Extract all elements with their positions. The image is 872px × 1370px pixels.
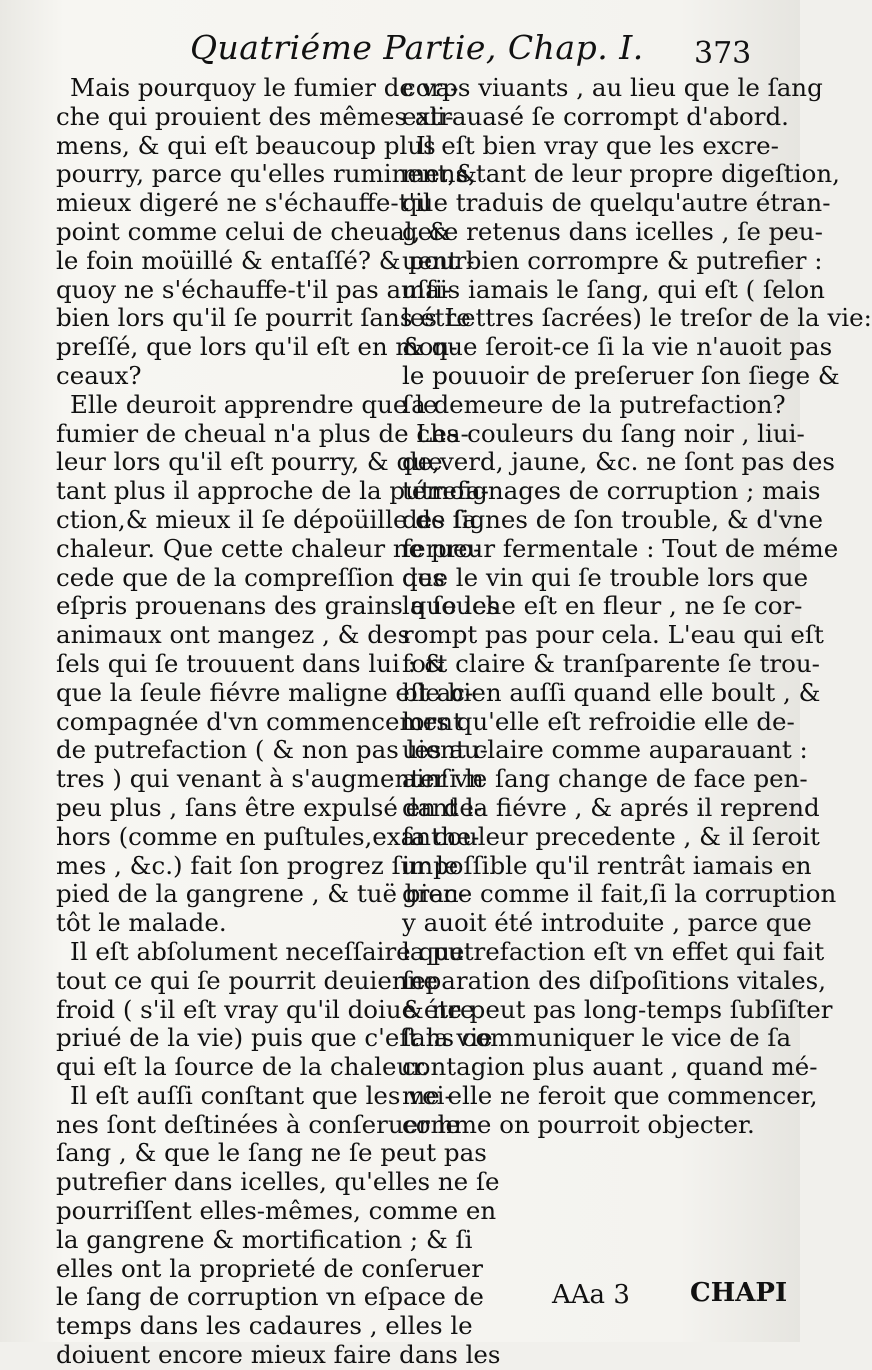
text-line: nes ſont deſtinées à conſeruer le [56,1109,460,1139]
text-line: mens, & qui eſt beaucoup plus [56,130,436,160]
text-line: grace comme il fait,ſi la corruption [402,879,837,909]
text-line: & ne peut pas long-temps ſubſiſter [402,994,833,1024]
text-line: pied de la gangrene , & tuë bien- [56,879,467,909]
text-line: ction,& mieux il ſe dépoüille de ſa [56,504,477,534]
text-line: ferueur fermentale : Tout de méme [402,533,839,563]
page-header [0,22,800,72]
text-line: che qui prouient des mêmes ali- [56,101,454,131]
text-line: uient claire comme auparauant : [402,735,808,765]
text-line: de putrefaction ( & non pas les au- [56,735,488,765]
text-line: qui eſt la ſource de la chaleur. [56,1052,430,1082]
text-line: ſa demeure de la putrefaction? [402,389,786,419]
text-line: fort claire & tranſparente ſe trou- [402,648,820,678]
text-line: la gangrene & mortification ; & ſi [56,1224,473,1254]
text-line: mens,tant de leur propre digeſtion, [402,159,840,189]
text-line: des ſignes de ſon trouble, & d'vne [402,504,823,534]
text-line: le ſang de corruption vn eſpace de [56,1282,484,1312]
text-line: preſſé, que lors qu'il eſt en mon- [56,332,458,362]
text-line: tôt le malade. [56,908,227,938]
text-line: cede que de la compreſſion des [56,562,445,592]
text-line: ſa couleur precedente , & il ſeroit [402,821,820,851]
text-line: elles ont la proprieté de conſeruer [56,1253,483,1283]
text-line: rompt pas pour cela. L'eau qui eſt [402,620,824,650]
text-line: la ſouche eſt en fleur , ne ſe cor- [402,591,803,621]
text-line: fumier de cheual n'a plus de cha- [56,418,469,448]
text-line: de,verd, jaune, &c. ne ſont pas des [402,447,835,477]
text-line: animaux ont mangez , & des [56,620,411,650]
text-line: Mais pourquoy le fumier de va- [70,73,459,102]
text-line: extrauasé ſe corrompt d'abord. [402,101,789,131]
text-line: ſels qui ſe trouuent dans lui : & [56,648,446,678]
text-line: témoignages de corruption ; mais [402,476,821,506]
text-line: Les couleurs du ſang noir , liui- [416,418,805,448]
text-line: compagnée d'vn commencement [56,706,463,736]
text-line: que le vin qui ſe trouble lors que [402,562,809,592]
text-line: chaleur. Que cette chaleur ne pro- [56,533,482,563]
text-line: ainſi le ſang change de face pen- [402,764,808,794]
text-line: priué de la vie) puis que c'eſt la vie [56,1023,493,1053]
page-number: 373 [694,36,752,71]
text-line: point comme celui de cheual, & [56,216,450,246]
text-line: pourry, parce qu'elles ruminent,& [56,159,478,189]
right-text-column [402,73,872,1139]
text-line: dant la fiévre , & aprés il reprend [402,792,820,822]
text-line: & que ſeroit-ce ſi la vie n'auoit pas [402,332,833,362]
text-line: ceaux? [56,360,142,390]
text-line: mieux digeré ne s'échauffe-t'il [56,188,431,218]
text-line: mes , &c.) fait ſon progrez ſur le [56,850,459,880]
text-line: ſeparation des diſpoſitions vitales, [402,965,827,995]
text-line: me elle ne feroit que commencer, [402,1080,818,1110]
text-line: ſans communiquer le vice de ſa [402,1023,792,1053]
text-line: lors qu'elle eſt refroidie elle de- [402,706,795,736]
text-line: peu plus , ſans être expulsé en de- [56,792,483,822]
text-line: Il eſt bien vray que les excre- [416,130,779,160]
text-line: les Lettres ſacrées) le treſor de la vie: [402,303,872,333]
text-line: uent bien corrompre & putrefier : [402,245,823,275]
text-line: impoſſible qu'il rentrât iamais en [402,850,812,880]
text-line: mais iamais le ſang, qui eſt ( ſelon [402,274,825,304]
text-line: contagion plus auant , quand mé- [402,1052,818,1082]
text-line: ble bien auſſi quand elle boult , & [402,677,821,707]
text-line: pourriſſent elles-mêmes, comme en [56,1196,497,1226]
text-line: ſang , & que le ſang ne ſe peut pas [56,1138,487,1168]
text-line: Il eſt auſſi conſtant que les vei- [70,1080,453,1110]
text-line: la putrefaction eſt vn effet qui fait [402,936,825,966]
text-line: eſpris prouenans des grains que les [56,591,500,621]
text-line: que la ſeule fiévre maligne eſt ac- [56,677,474,707]
signature-mark: AAa 3 [552,1280,630,1310]
text-line: bien lors qu'il ſe pourrit ſans étre [56,303,471,333]
text-line: y auoit été introduite , parce que [402,908,812,938]
catchword: CHAPI [690,1278,788,1308]
text-line: Elle deuroit apprendre que le [70,389,438,419]
running-head: Quatriéme Partie, Chap. I. [190,28,644,67]
text-line: le pouuoir de preſeruer ſon ſiege & [402,360,840,390]
page-footer [0,1276,800,1316]
text-line: que traduis de quelqu'autre étran- [402,188,831,218]
text-line: tres ) qui venant à s'augmenter vn [56,764,484,794]
text-line: le foin moüillé & entaſſé? & pour- [56,245,475,275]
text-line: quoy ne s'échauffe-t'il pas auſſi- [56,274,452,304]
text-line: leur lors qu'il eſt pourry, & que [56,447,443,477]
left-text-column [56,73,501,1370]
text-line: temps dans les cadaures , elles le [56,1311,473,1341]
text-line: comme on pourroit objecter. [402,1109,755,1139]
text-line: tant plus il approche de la putrefa- [56,476,489,506]
text-line: doiuent encore mieux faire dans les [56,1340,501,1370]
text-line: Il eſt abſolument neceſſaire que [70,936,465,966]
text-line: putrefier dans icelles, qu'elles ne ſe [56,1167,500,1197]
text-line: gere retenus dans icelles , ſe peu- [402,216,823,246]
text-line: corps viuants , au lieu que le ſang [402,73,823,102]
text-line: hors (comme en puſtules,exanthe- [56,821,480,851]
text-line: tout ce qui ſe pourrit deuienne [56,965,438,995]
text-line: froid ( s'il eſt vray qu'il doiue étre [56,994,475,1024]
